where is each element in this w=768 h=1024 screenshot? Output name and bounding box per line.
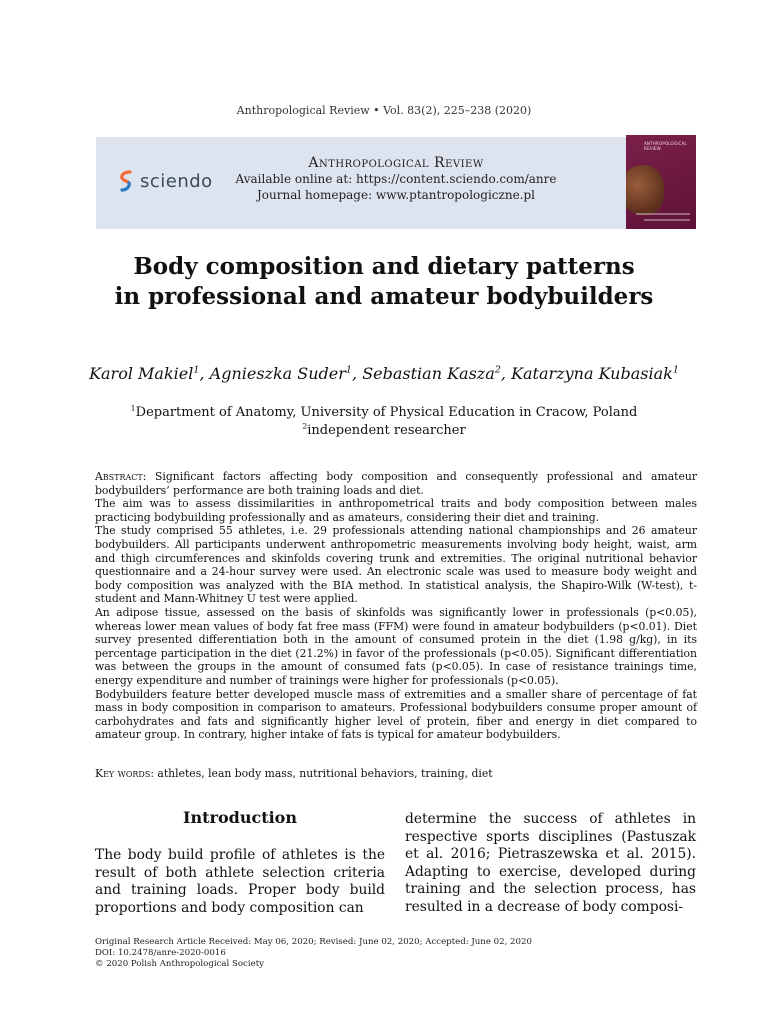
title-line-1: Body composition and dietary patterns <box>133 253 635 280</box>
abstract-paragraph: The study comprised 55 athletes, i.e. 29 professionals attending national championships and 26 amateur bodybuilders. All participants underwent anthropometric measurements involving body height, waist, arm and thigh circumferences and skinfolds covering trunk and extremities. The original nutritional behavior questionnaire and a 24-hour survey were used. An electronic scale was used to measure body weight and body composition was analyzed with the BIA method. In statistical analysis, the Shapiro-Wilk (W-test), t-student and Mann-Whitney U test were applied. <box>95 524 697 606</box>
introduction-heading: Introduction <box>183 808 297 827</box>
journal-banner <box>96 137 696 229</box>
running-head: Anthropological Review • Vol. 83(2), 225–238 (2020) <box>236 104 532 117</box>
sciendo-wordmark: sciendo <box>140 170 213 192</box>
body-column-right <box>405 811 696 917</box>
body-paragraph: The body build profile of athletes is the result of both athlete selection criteria and training loads. Proper body build proportions and body composition can <box>95 847 385 916</box>
author: Karol Makiel$^1$, <box>89 364 210 383</box>
sciendo-logo-icon <box>118 169 134 193</box>
received-dates: Original Research Article Received: May 06, 2020; Revised: June 02, 2020; Accepted: June 02, 2020 <box>95 937 532 947</box>
author: Agnieszka Suder$^1$, <box>209 364 363 383</box>
keywords <box>95 767 697 781</box>
article-title <box>60 252 708 312</box>
cover-skull-image <box>626 165 664 215</box>
affiliation-1: $^1$Department of Anatomy, University of Physical Education in Cracow, Poland <box>130 403 638 420</box>
journal-homepage[interactable]: Journal homepage: www.ptantropologiczne.pl <box>256 188 535 202</box>
abstract-paragraph: The aim was to assess dissimilarities in anthropometrical traits and body composition between males practicing bodybuilding professionally and as amateurs, considering their diet and training. <box>95 497 697 524</box>
abstract-paragraph: An adipose tissue, assessed on the basis of skinfolds was significantly lower in professionals (p<0.05), whereas lower mean values of body fat free mass (FFM) were found in amateur bodybuilders (p<0.01). Diet survey presented differentiation both in the amount of consumed protein in the diet (1.98 g/kg), in its percentage participation in the diet (21.2%) in favor of the professionals (p<0.05). Significant differentiation was between the groups in the amount of consumed fats (p<0.05). In case of resistance trainings time, energy expenditure and number of trainings were higher for professionals (p<0.05). <box>95 605 697 687</box>
title-line-2: in professional and amateur bodybuilders <box>114 283 654 310</box>
author: Sebastian Kasza$^2$, <box>362 364 512 383</box>
journal-title: Anthropological Review <box>308 155 484 171</box>
author: Katarzyna Kubasiak$^1$ <box>511 364 679 383</box>
abstract-paragraph: Abstract: Significant factors affecting body composition and consequently professional and amateur bodybuilders’ performance are both training loads and diet. <box>95 470 697 497</box>
sciendo-logo[interactable] <box>118 169 213 193</box>
article-footer <box>95 937 697 970</box>
copyright: © 2020 Polish Anthropological Society <box>95 959 265 969</box>
cover-divider <box>644 219 690 221</box>
body-column-left <box>95 847 385 917</box>
abstract-paragraph: Bodybuilders feature better developed muscle mass of extremities and a smaller share of percentage of fat mass in body composition in comparison to amateurs. Professional bodybuilders consume proper amount of carbohydrates and fats and significantly higher level of protein, fiber and energy in diet compared to amateur group. In contrary, higher intake of fats is typical for amateur bodybuilders. <box>95 687 697 742</box>
banner-text <box>226 155 566 203</box>
cover-title: ANTHROPOLOGICAL REVIEW <box>644 141 687 151</box>
abstract-label: Abstract: <box>95 470 147 483</box>
doi[interactable]: DOI: 10.2478/anre-2020-0016 <box>95 948 226 958</box>
affiliation-2: $^2$independent researcher <box>302 421 466 438</box>
cover-divider <box>636 213 690 215</box>
affiliations <box>60 404 708 440</box>
abstract <box>95 470 697 742</box>
journal-cover-image <box>626 135 696 229</box>
body-paragraph: determine the success of athletes in respective sports disciplines (Pastuszak et al. 2016; Pietraszewska et al. 2015). Adapting to exercise, developed during training and the selection process, has resulted in a decrease of body composi- <box>405 811 696 915</box>
available-online[interactable]: Available online at: https://content.sciendo.com/anre <box>235 172 557 186</box>
author-list <box>60 364 708 383</box>
keywords-label: Key words: <box>95 767 154 780</box>
keywords-text: athletes, lean body mass, nutritional behaviors, training, diet <box>153 767 493 780</box>
